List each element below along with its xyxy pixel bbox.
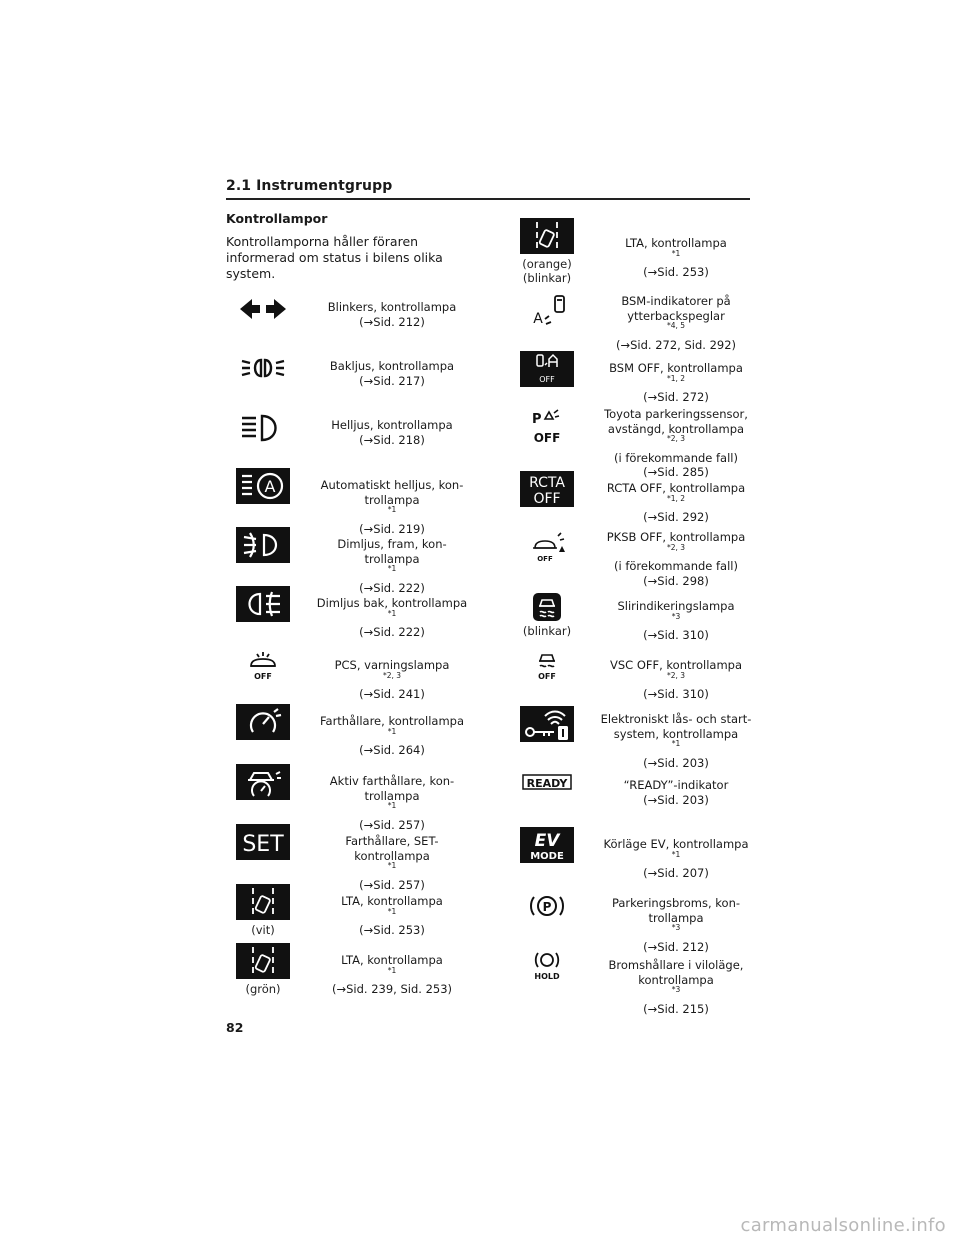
indicator-row-auto-high-beam bbox=[226, 468, 472, 536]
cruise-set-icon bbox=[226, 824, 300, 860]
svg-text:SET: SET bbox=[242, 832, 284, 857]
indicator-row-lta-orange bbox=[510, 218, 756, 286]
svg-text:OFF: OFF bbox=[539, 375, 555, 384]
indicator-row-high-beam bbox=[226, 412, 472, 452]
indicator-description: Slirindikeringslampa $^{*3}$ (→Sid. 310) bbox=[617, 599, 735, 642]
svg-text:OFF: OFF bbox=[533, 491, 561, 507]
indicator-row-parking-sensor bbox=[510, 407, 756, 479]
indicator-description: Aktiv farthållare, kon- trollampa $^{*1}$ (→Sid. 257) bbox=[329, 774, 455, 832]
svg-text:P: P bbox=[542, 900, 552, 914]
svg-text:OFF: OFF bbox=[538, 672, 556, 681]
front-fog-icon bbox=[226, 527, 300, 563]
icon-note: (blinkar) bbox=[522, 624, 572, 638]
vsc-off-icon bbox=[510, 650, 584, 682]
svg-text:EV: EV bbox=[534, 831, 560, 851]
indicator-row-rcta-off bbox=[510, 471, 756, 524]
indicator-description: BSM OFF, kontrollampa $^{*1, 2}$ (→Sid. 272) bbox=[609, 361, 743, 404]
svg-text:P: P bbox=[532, 412, 542, 427]
indicator-description: RCTA OFF, kontrollampa $^{*1, 2}$ (→Sid. 292) bbox=[606, 481, 746, 524]
indicator-description: Bakljus, kontrollampa (→Sid. 217) bbox=[329, 359, 455, 388]
page-subtitle: Kontrollampor bbox=[226, 211, 328, 226]
indicator-row-pksb-off bbox=[510, 528, 756, 588]
svg-text:OFF: OFF bbox=[537, 555, 553, 563]
cruise-control-icon bbox=[226, 704, 300, 740]
indicator-description: Dimljus bak, kontrollampa $^{*1}$ (→Sid. 222) bbox=[316, 596, 468, 639]
pcs-warning-icon bbox=[226, 650, 300, 682]
indicator-row-front-fog bbox=[226, 527, 472, 595]
indicator-row-vsc-off bbox=[510, 650, 756, 701]
page-number: 82 bbox=[226, 1020, 244, 1035]
icon-note: (orange) (blinkar) bbox=[522, 257, 572, 285]
icon-note: (grön) bbox=[245, 982, 281, 996]
indicator-description: Blinkers, kontrollampa (→Sid. 212) bbox=[327, 300, 457, 329]
indicator-description: Automatiskt helljus, kon- trollampa $^{*1}$ (→Sid. 219) bbox=[320, 478, 464, 536]
rear-fog-icon bbox=[226, 586, 300, 622]
high-beam-icon bbox=[226, 412, 300, 444]
indicator-row-active-cruise bbox=[226, 764, 472, 832]
smart-key-icon bbox=[510, 706, 584, 742]
svg-text:READY: READY bbox=[526, 777, 568, 790]
indicator-row-cruise-set bbox=[226, 824, 472, 892]
indicator-row-turn-signal bbox=[226, 294, 472, 334]
active-cruise-icon bbox=[226, 764, 300, 800]
lta-orange-icon bbox=[510, 218, 584, 285]
indicator-description: Bromshållare i viloläge, kontrollampa $^{*3}$ (→Sid. 215) bbox=[608, 958, 744, 1016]
indicator-row-cruise bbox=[226, 704, 472, 757]
bsm-off-icon bbox=[510, 351, 584, 387]
indicator-description: Farthållare, SET- kontrollampa $^{*1}$ (→Sid. 257) bbox=[345, 834, 439, 892]
bsm-mirror-icon bbox=[510, 292, 584, 328]
section-title: 2.1 Instrumentgrupp bbox=[226, 178, 393, 194]
svg-text:HOLD: HOLD bbox=[534, 972, 560, 981]
indicator-row-pcs bbox=[226, 650, 472, 701]
indicator-row-tail-light bbox=[226, 353, 472, 393]
tail-light-icon bbox=[226, 353, 300, 383]
indicator-row-lta-white bbox=[226, 884, 472, 936]
indicator-description: Helljus, kontrollampa (→Sid. 218) bbox=[331, 418, 453, 447]
indicator-row-smart-key bbox=[510, 706, 756, 770]
svg-text:RCTA: RCTA bbox=[529, 475, 565, 491]
indicator-description: “READY”-indikator (→Sid. 203) bbox=[623, 778, 729, 807]
indicator-row-parking-brake bbox=[510, 890, 756, 954]
indicator-description: Körläge EV, kontrollampa $^{*1}$ (→Sid. 207) bbox=[603, 837, 749, 880]
turn-signal-icon bbox=[226, 294, 300, 324]
indicator-row-ready bbox=[510, 772, 756, 812]
lta-green-icon bbox=[226, 943, 300, 996]
slip-indicator-icon bbox=[510, 593, 584, 638]
ready-icon bbox=[510, 772, 584, 792]
section-header bbox=[226, 178, 750, 200]
svg-text:OFF: OFF bbox=[254, 672, 272, 681]
indicator-description: PKSB OFF, kontrollampa $^{*2, 3}$ (i förekommande fall) (→Sid. 298) bbox=[606, 530, 746, 588]
indicator-row-bsm-mirror bbox=[510, 292, 756, 352]
indicator-description: LTA, kontrollampa $^{*1}$ (→Sid. 253) bbox=[341, 894, 443, 937]
icon-note: (vit) bbox=[251, 923, 275, 937]
header-rule bbox=[226, 198, 750, 200]
indicator-row-ev-mode bbox=[510, 827, 756, 880]
svg-text:A: A bbox=[264, 477, 276, 496]
indicator-description: PCS, varningslampa $^{*2, 3}$ (→Sid. 241) bbox=[334, 658, 450, 701]
rcta-off-icon bbox=[510, 471, 584, 507]
pksb-off-icon bbox=[510, 528, 584, 564]
indicator-row-bsm-off bbox=[510, 351, 756, 404]
indicator-description: Dimljus, fram, kon- trollampa $^{*1}$ (→Sid. 222) bbox=[337, 537, 447, 595]
indicator-description: BSM-indikatorer på ytterbackspeglar $^{*4, 5}$ (→Sid. 272, Sid. 292) bbox=[615, 294, 737, 352]
indicator-description: Elektroniskt lås- och start- system, kontrollampa $^{*1}$ (→Sid. 203) bbox=[600, 712, 752, 770]
indicator-description: LTA, kontrollampa $^{*1}$ (→Sid. 239, Sid. 253) bbox=[331, 953, 453, 996]
lta-white-icon bbox=[226, 884, 300, 937]
indicator-row-slip bbox=[510, 593, 756, 645]
svg-text:MODE: MODE bbox=[530, 851, 564, 862]
svg-text:A: A bbox=[533, 311, 543, 327]
auto-high-beam-icon bbox=[226, 468, 300, 504]
indicator-description: Parkeringsbroms, kon- trollampa $^{*3}$ (→Sid. 212) bbox=[611, 896, 741, 954]
parking-sensor-off-icon bbox=[510, 407, 584, 447]
watermark: carmanualsonline.info bbox=[740, 1215, 946, 1236]
indicator-description: Farthållare, kontrollampa $^{*1}$ (→Sid. 264) bbox=[319, 714, 465, 757]
indicator-row-lta-green bbox=[226, 943, 472, 995]
parking-brake-icon bbox=[510, 890, 584, 922]
brake-hold-icon bbox=[510, 948, 584, 982]
ev-mode-icon bbox=[510, 827, 584, 863]
intro-text: Kontrollamporna håller föraren informerad om status i bilens olika system. bbox=[226, 234, 443, 281]
indicator-description: VSC OFF, kontrollampa $^{*2, 3}$ (→Sid. 310) bbox=[609, 658, 743, 701]
indicator-description: Toyota parkeringssensor, avstängd, kontrollampa $^{*2, 3}$ (i förekommande fall) (→Sid. 285) bbox=[604, 407, 748, 479]
indicator-row-rear-fog bbox=[226, 586, 472, 639]
svg-text:OFF: OFF bbox=[533, 431, 561, 445]
indicator-row-brake-hold bbox=[510, 948, 756, 1016]
indicator-description: LTA, kontrollampa $^{*1}$ (→Sid. 253) bbox=[625, 236, 727, 279]
